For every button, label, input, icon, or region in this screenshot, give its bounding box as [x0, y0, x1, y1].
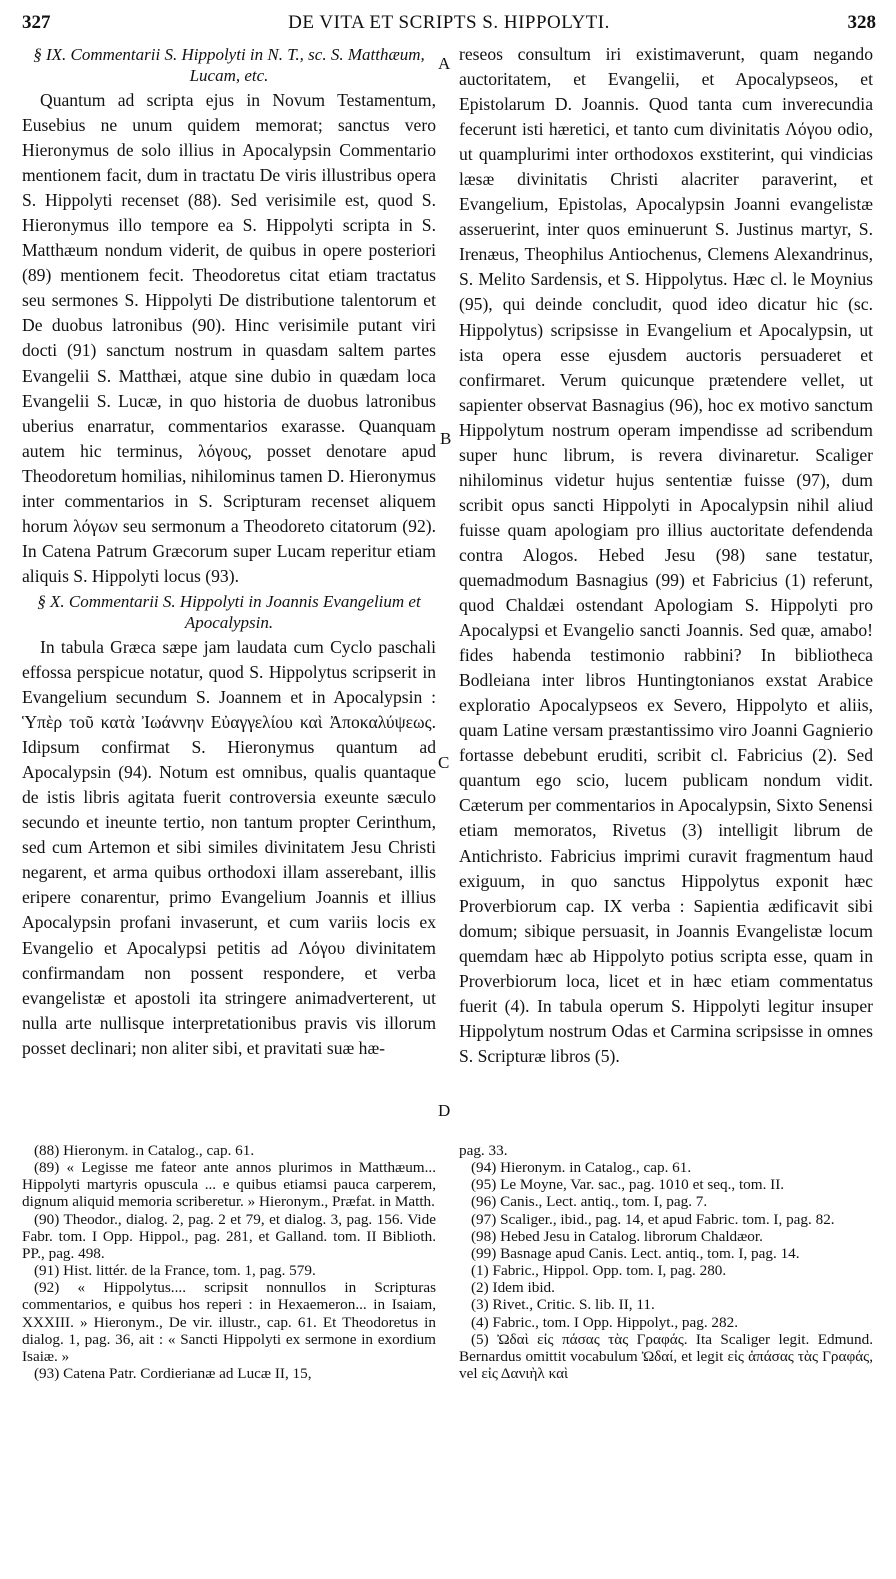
footnote-99: (99) Basnage apud Canis. Lect. antiq., tom. I, pag. 14.	[471, 1244, 800, 1262]
footnote-98: (98) Hebed Jesu in Catalog. librorum Chaldæor.	[471, 1227, 763, 1245]
margin-letter-b: B	[440, 429, 452, 448]
right-column-text: reseos consultum iri existimaverunt, quam negando auctoritatem, et Evangelii, et Apocalypseos, et Epistolarum D. Joannis. Quod tanta cum inverecundia fecerunt isti hæretici, et tanto cum divinitatis Λόγου odio, ut quamplurimi inter orthodoxos exstiterint, qui vindicias læsæ divinitatis Christi alacriter paraverint, et Evangelium, Epistolas, Apocalypsin Joanni evangelistæ asseruerint, inter quos eminuerunt S. Justinus martyr, S. Irenæus, Theophilus Antiochenus, Clemens Alexandrinus, S. Melito Sardensis, et S. Hippolytus. Hæc cl. le Moynius (95), qui deinde concludit, quod ideo dicatur hic (sc. Hippolytus) scripsisse in Evangelium et Apocalypsin, ut ista opera esse ejusdem auctoris persuaderet et confirmaret. Verum quicunque prætendere vellet, ut sapienter observat Basnagius (96), hoc ex motivo sanctum Hippolytum nostrum operam impendisse ad scribendum super hunc librum, is revera divinaretur. Scaliger nihilominus videtur hujus sententiæ fuisse (97), dum scribit opus sancti Hippolyti in Apocalypsin nihil aliud fuisse quam apologiam pro illius auctoritate defendenda contra Alogos. Hebed Jesu (98) sane testatur, quemadmodum Basnagius (99) et Fabricius (1) referunt, quod Chaldæi ostendant Apologiam S. Hippolyti pro Apocalypsi et Evangelio sancti Joannis. Sed quæ, amabo! fides habenda testimonio rabbini? In bibliotheca Bodleiana inter libros Huntingtonianos exstat Arabice exploratio Apocalypseos ex Severo, Hippolyto et aliis, quam Latine versam præstantissimo viro Joanni Gagnierio fortasse debebunt eruditi, scribit cl. Fabricius (2). Sed quantum ego scio, lucem publicam nondum vidit. Cæterum per commentarios in Apocalypsin, Sixto Senensi etiam memoratos, Rivetus (3) intelligit librum de Antichristo. Fabricius imprimi curavit fragmentum haud exiguum, in quo sanctus Hippolytus exponit hæc Proverbiorum cap. IX verba : Sapientia ædificavit sibi domum; sibique persuasit, in Joannis Evangelistæ locum quemdam hæc ab Hippolyto potius scripta esse, quam in Proverbiorum loca, licet et in hæc etiam commentatus fuerit (4). In tabula operum S. Hippolyti legitur insuper Hippolytum nostrum Odas et Carmina scripsisse in omnes S. Scripturæ libros (5).	[459, 44, 873, 1066]
footnote-92: (92) « Hippolytus.... scripsit nonnullos in Scripturas commentarios, e quibus hos reperi : in Hexaemeron... in Isaiam, XXXIII. » Hieronym., De vir. illustr., cap. 61. Et Theodoretus in dialog. 1, pag. 36, ait : « Sancti Hippolyti ex sermone in exordium Isaiæ. »	[22, 1279, 436, 1365]
footnote-4: (4) Fabric., tom. I Opp. Hippolyt., pag. 282.	[471, 1313, 739, 1331]
footnote-93: (93) Catena Patr. Cordierianæ ad Lucæ II, 15,	[34, 1365, 312, 1383]
page-number-right: 328	[847, 12, 876, 33]
left-column	[22, 42, 436, 1061]
margin-letter-a: A	[438, 54, 451, 73]
section-9-title: § IX. Commentarii S. Hippolyti in N. T., sc. S. Matthæum, Lucam, etc.	[33, 45, 425, 85]
footnote-5: (5) Ὠδαὶ εἰς πάσας τὰς Γραφάς. Ita Scaliger legit. Edmund. Bernardus omittit vocabulum Ὠδαί, et legit εἰς ἁπάσας τὰς Γραφάς, vel εἰς Δανιὴλ καὶ	[459, 1330, 873, 1383]
footnote-96: (96) Canis., Lect. antiq., tom. I, pag. 7.	[471, 1193, 708, 1211]
margin-letter-c: C	[438, 753, 450, 772]
footnote-97: (97) Scaliger., ibid., pag. 14, et apud Fabric. tom. I, pag. 82.	[471, 1210, 835, 1228]
footnotes-left	[22, 1142, 436, 1382]
footnote-91: (91) Hist. littér. de la France, tom. 1, pag. 579.	[34, 1262, 316, 1280]
footnote-88: (88) Hieronym. in Catalog., cap. 61.	[34, 1142, 255, 1159]
footnote-1: (1) Fabric., Hippol. Opp. tom. I, pag. 280.	[471, 1262, 727, 1280]
footnote-94: (94) Hieronym. in Catalog., cap. 61.	[471, 1159, 692, 1177]
section-9-text: Quantum ad scripta ejus in Novum Testamentum, Eusebius ne unum quidem memorat; sanctus vero Hieronymus de solo illius in Apocalypsin Commentario mentionem facit, dum in tractatu De viris illustribus opera S. Hippolyti recenset (88). Sed verisimile est, quod S. Hieronymus illo tempore ea S. Hippolyti scripta in S. Matthæum nondum viderit, de quibus in opere posteriori (89) mentionem fecit. Theodoretus citat etiam tractatus seu sermones S. Hippolyti De distributione talentorum et De duobus latronibus (90). Hinc verisimile putant viri docti (91) sanctum nostrum in quasdam saltem partes Evangelii S. Matthæi, atque sine dubio in quædam loca Evangelii S. Lucæ, in quo historia de duobus latronibus uberius enarratur, commentarios exarasse. Quanquam autem hic terminus, λόγους, posset denotare apud Theodoretum homilias, nihilominus tamen D. Hieronymus inter commentarios in S. Scripturam recenset aliquem horum λόγων seu sermonum a Theodoreto citatorum (92). In Catena Patrum Græcorum super Lucam reperitur etiam aliquis S. Hippolyti locus (93).	[22, 90, 436, 586]
right-column	[459, 42, 873, 1069]
margin-letter-d: D	[438, 1101, 451, 1120]
footnote-93-continued: pag. 33.	[459, 1142, 508, 1159]
footnotes-right	[459, 1142, 873, 1382]
running-header	[22, 12, 876, 38]
footnote-90: (90) Theodor., dialog. 2, pag. 2 et 79, et dialog. 3, pag. 156. Vide Fabr. tom. I Opp. Hippol., pag. 281, et Galland. tom. II Biblioth. PP., pag. 498.	[22, 1210, 436, 1262]
footnote-95: (95) Le Moyne, Var. sac., pag. 1010 et seq., tom. II.	[471, 1176, 785, 1194]
page-number-left: 327	[22, 12, 51, 33]
section-10-title: § X. Commentarii S. Hippolyti in Joannis Evangelium et Apocalypsin.	[37, 591, 421, 632]
footnote-89: (89) « Legisse me fateor ante annos plurimos in Matthæum... Hippolyti martyris opuscula ... e quibus etiamsi pauca carperem, dignum aliquid memoria scriberetur. » Hieronym., Præfat. in Matth.	[22, 1159, 436, 1211]
section-10-text: In tabula Græca sæpe jam laudata cum Cyclo paschali effossa perspicue notatur, quod S. Hippolytus scripserit in Evangelium secundum S. Joannem et in Apocalypsin : Ὑπὲρ τοῦ κατὰ Ἰωάννην Εὐαγγελίου καὶ Ἀποκαλύψεως. Idipsum confirmat S. Hieronymus quantum ad Apocalypsin (94). Notum est omnibus, qualis quantaque de istis libris agitata fuerit controversia exeunte sæculo secundo et ineunte tertio, non tantum propter Cerinthum, sed cum Artemon et sibi similes divinitatem Jesu Christi negarent, et arma quibus orthodoxi illam asserebant, illis eripere conarentur, primo Evangelium Joannis et illius Apocalypsin profani invaserunt, et cum variis locis ex Evangelio et Apocalypsi petitis ad Λόγου divinitatem confirmandam non possent respondere, et verba evangelistæ et apostoli ita stringere animadverterent, ut nulla arte nullisque interpretationibus pravis vis illorum posset declinari; non aliter sibi, et pravitati suæ hæ-	[22, 636, 436, 1058]
footnote-3: (3) Rivet., Critic. S. lib. II, 11.	[471, 1296, 655, 1314]
footnote-2: (2) Idem ibid.	[471, 1279, 555, 1297]
running-title: DE VITA ET SCRIPTS S. HIPPOLYTI.	[288, 12, 610, 33]
